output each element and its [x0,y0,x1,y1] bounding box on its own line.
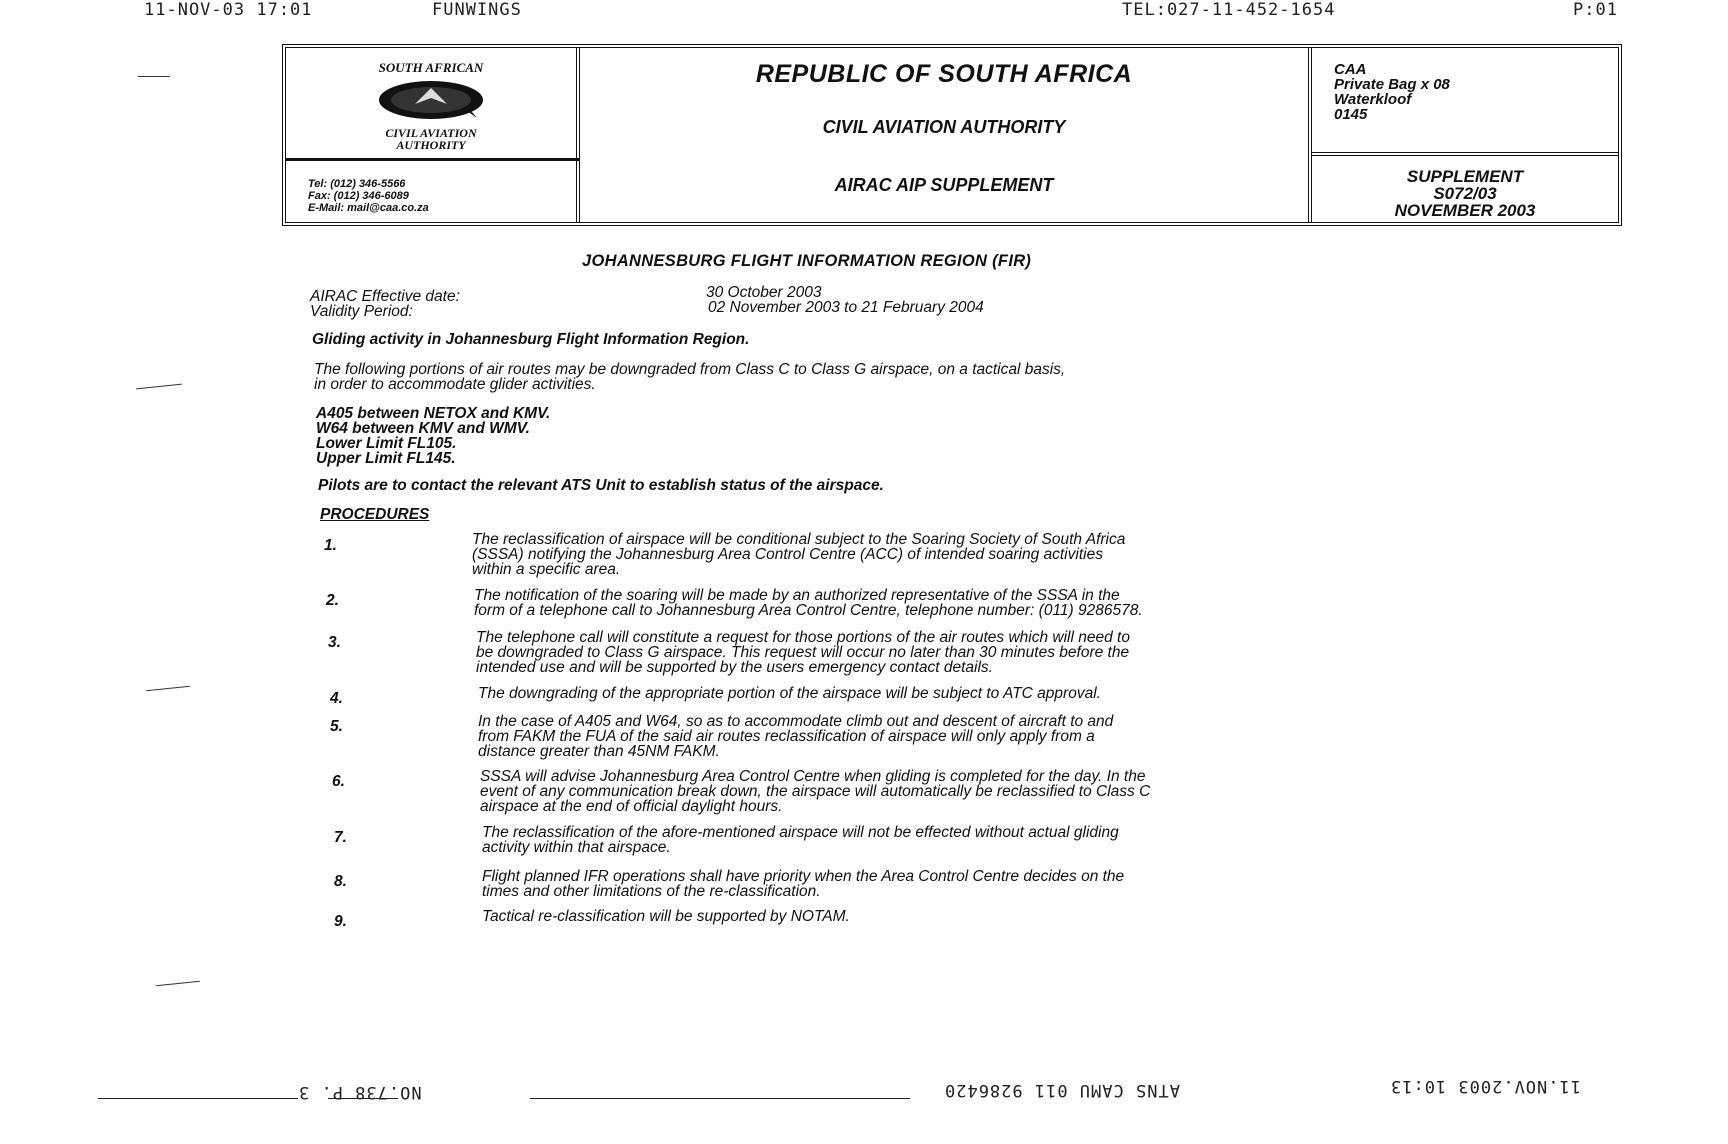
supplement-label: SUPPLEMENT [1406,167,1524,186]
procedure-line: The reclassification of airspace will be conditional subject to the Soaring Society of South Africa [472,531,1126,548]
intro-line-1: The following portions of air routes may be downgraded from Class C to Class G airspace, on a tactical basis, [314,361,1066,378]
address-line: 0145 [1334,106,1368,123]
address-line: Private Bag x 08 [1334,76,1450,93]
region-title: JOHANNESBURG FLIGHT INFORMATION REGION (FIR) [582,252,1032,270]
logo-top-text: SOUTH AFRICAN [378,60,484,75]
procedure-item [478,714,1598,759]
procedure-number: 8. [334,873,347,890]
procedure-number: 2. [326,592,339,609]
procedure-item [476,630,1596,675]
address-line: CAA [1334,61,1367,78]
procedure-number: 3. [328,634,341,651]
procedure-line: from FAKM the FUA of the said air routes reclassification of airspace will only apply from a [478,728,1095,745]
address-block [1334,62,1614,122]
procedure-number: 4. [330,690,343,707]
effective-date-label: AIRAC Effective date: [310,288,460,305]
procedure-number: 5. [330,718,343,735]
procedure-item [482,825,1602,855]
procedure-number: 9. [334,913,347,930]
procedure-line: The notification of the soaring will be made by an authorized representative of the SSSA in the [474,587,1120,604]
logo-block [286,60,576,151]
page-title: REPUBLIC OF SOUTH AFRICA [755,60,1133,88]
procedure-line: event of any communication break down, the airspace will automatically be reclassified to Class C [480,783,1151,800]
logo-bottom-text-2: AUTHORITY [396,138,466,152]
procedure-item [482,909,1602,924]
subject-line: Gliding activity in Johannesburg Flight Information Region. [312,331,750,348]
footer-rule [530,1098,910,1099]
procedure-item [480,769,1600,814]
address-line: Waterkloof [1334,91,1412,108]
scan-mark [146,686,190,692]
authority-name: CIVIL AVIATION AUTHORITY [822,117,1066,137]
pilots-note: Pilots are to contact the relevant ATS Unit to establish status of the airspace. [318,477,884,494]
procedures-heading: PROCEDURES [320,506,430,523]
title-block [580,60,1308,196]
supplement-block [1312,168,1618,219]
procedure-line: In the case of A405 and W64, so as to accommodate climb out and descent of aircraft to and [478,713,1114,730]
procedure-line: The reclassification of the afore-mentioned airspace will not be effected without actual gliding [482,824,1119,841]
contact-email: E-Mail: mail@caa.co.za [308,202,429,214]
procedure-number: 6. [332,773,345,790]
fax-page: P:01 [1573,0,1618,20]
procedure-item [478,686,1598,701]
scan-mark [156,981,200,987]
procedure-item [482,869,1602,899]
procedure-item [472,532,1592,577]
intro-line-2: in order to accommodate glider activities. [314,376,596,393]
validity-value: 02 November 2003 to 21 February 2004 [708,299,984,316]
procedure-number: 1. [324,537,337,554]
route-line: A405 between NETOX and KMV. [316,405,551,422]
footer-page-number: NO.738 P. 3 [298,1082,422,1102]
route-line: Lower Limit FL105. [316,435,457,452]
supplement-date: NOVEMBER 2003 [1394,201,1536,220]
header-table [282,44,1622,226]
validity-label: Validity Period: [310,303,413,320]
footer-datetime: 11.NOV.2003 10:13 [1390,1076,1581,1096]
procedure-line: times and other limitations of the re-classification. [482,883,821,900]
procedure-item [474,588,1594,618]
contact-block [308,178,568,214]
procedure-line: intended use and will be supported by the users emergency contact details. [476,659,993,676]
procedure-line: form of a telephone call to Johannesburg Area Control Centre, telephone number: (011) 9286578. [474,602,1143,619]
procedure-line: activity within that airspace. [482,839,671,856]
contact-fax: Fax: (012) 346-6089 [308,190,409,202]
fax-tel: TEL:027-11-452-1654 [1122,0,1336,20]
procedure-line: (SSSA) notifying the Johannesburg Area Control Centre (ACC) of intended soaring activities [472,546,1103,563]
procedure-line: distance greater than 45NM FAKM. [478,743,720,760]
procedure-line: be downgraded to Class G airspace. This request will occur no later than 30 minutes before the [476,644,1130,661]
supplement-number: S072/03 [1433,184,1497,203]
procedure-line: within a specific area. [472,561,621,578]
procedure-line: The telephone call will constitute a request for those portions of the air routes which will need to [476,629,1130,646]
fax-sender: FUNWINGS [432,0,522,20]
document-type: AIRAC AIP SUPPLEMENT [834,175,1054,195]
contact-tel: Tel: (012) 346-5566 [308,178,406,190]
route-line: Upper Limit FL145. [316,450,456,467]
logo-bottom-text-1: CIVIL AVIATION [385,126,477,140]
procedure-line: The downgrading of the appropriate portion of the airspace will be subject to ATC approval. [478,685,1101,702]
footer-rule [98,1098,298,1099]
procedure-line: Flight planned IFR operations shall have priority when the Area Control Centre decides on the [482,868,1125,885]
scan-mark [138,76,170,77]
procedure-line: SSSA will advise Johannesburg Area Control Centre when gliding is completed for the day. In the [480,768,1146,785]
scan-mark [136,384,182,390]
fax-datetime: 11-NOV-03 17:01 [144,0,313,20]
procedure-line: airspace at the end of official daylight hours. [480,798,783,815]
route-line: W64 between KMV and WMV. [316,420,530,437]
procedure-number: 7. [334,829,347,846]
footer-sender: ATNS CAMU 011 9286420 [944,1080,1180,1100]
procedure-line: Tactical re-classification will be supported by NOTAM. [482,908,850,925]
caa-emblem-icon [286,78,576,127]
effective-date-value: 30 October 2003 [706,284,822,301]
